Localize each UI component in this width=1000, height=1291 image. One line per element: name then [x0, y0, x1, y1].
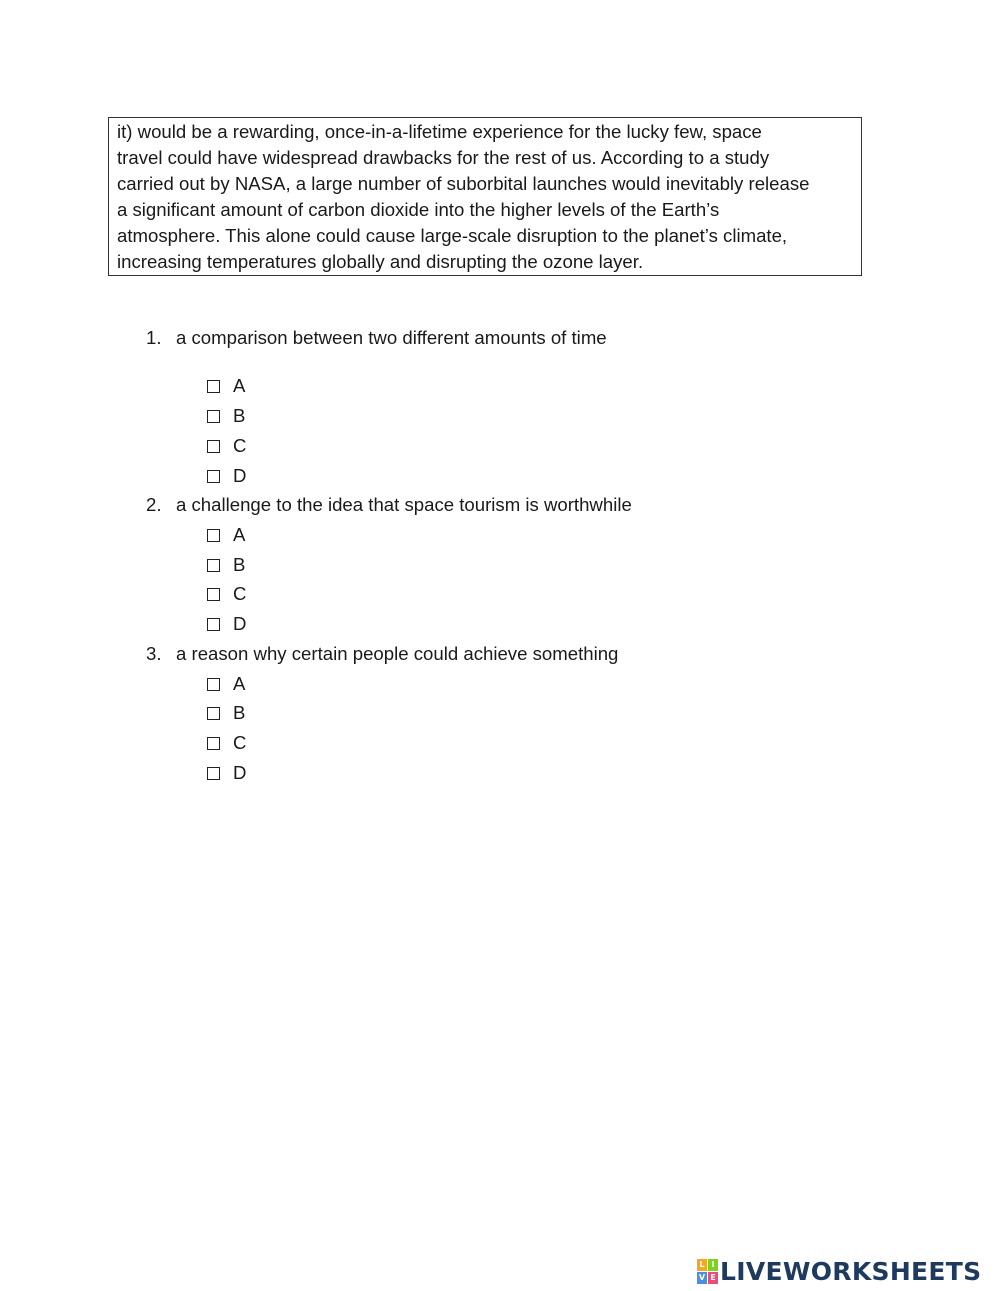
liveworksheets-logo: [697, 1257, 981, 1285]
logo-text: LIVEWORKSHEETS: [720, 1256, 982, 1286]
checkbox[interactable]: [207, 737, 220, 750]
checkbox[interactable]: [207, 588, 220, 601]
question-3: [146, 642, 618, 666]
option-label: C: [233, 583, 247, 604]
passage-line: increasing temperatures globally and disrupting the ozone layer.: [117, 250, 644, 272]
checkbox[interactable]: [207, 559, 220, 572]
q2-option-c[interactable]: [207, 582, 246, 606]
option-label: D: [233, 465, 247, 486]
option-label: A: [233, 673, 246, 694]
option-label: A: [233, 524, 246, 545]
checkbox[interactable]: [207, 767, 220, 780]
q2-option-b[interactable]: [207, 553, 245, 577]
option-label: C: [233, 435, 247, 456]
question-text: a comparison between two different amounts of time: [176, 327, 607, 348]
question-2: [146, 493, 632, 517]
checkbox[interactable]: [207, 440, 220, 453]
checkbox[interactable]: [207, 529, 220, 542]
question-text: a reason why certain people could achieve something: [176, 643, 619, 664]
checkbox[interactable]: [207, 707, 220, 720]
checkbox[interactable]: [207, 470, 220, 483]
q3-option-c[interactable]: [207, 731, 246, 755]
passage-line: atmosphere. This alone could cause large-scale disruption to the planet’s climate,: [117, 224, 788, 246]
checkbox[interactable]: [207, 410, 220, 423]
logo-mark-icon: [697, 1259, 718, 1284]
logo-tile: L: [697, 1259, 707, 1271]
q3-option-a[interactable]: [207, 672, 245, 696]
passage-line: a significant amount of carbon dioxide into the higher levels of the Earth’s: [117, 198, 720, 220]
checkbox[interactable]: [207, 678, 220, 691]
passage-line: carried out by NASA, a large number of suborbital launches would inevitably release: [117, 172, 810, 194]
q2-option-a[interactable]: [207, 523, 245, 547]
q1-option-d[interactable]: [207, 464, 246, 488]
passage-line: travel could have widespread drawbacks for the rest of us. According to a study: [117, 146, 770, 168]
checkbox[interactable]: [207, 618, 220, 631]
reading-passage: [108, 117, 862, 276]
question-number: 1.: [146, 327, 162, 348]
logo-tile: I: [708, 1259, 718, 1271]
q3-option-b[interactable]: [207, 701, 245, 725]
option-label: B: [233, 702, 246, 723]
passage-line: it) would be a rewarding, once-in-a-lifetime experience for the lucky few, space: [117, 121, 762, 142]
checkbox[interactable]: [207, 380, 220, 393]
option-label: D: [233, 613, 247, 634]
q1-option-b[interactable]: [207, 404, 245, 428]
q2-option-d[interactable]: [207, 612, 246, 636]
logo-tile: E: [708, 1272, 718, 1284]
option-label: A: [233, 375, 246, 396]
option-label: B: [233, 405, 246, 426]
q1-option-c[interactable]: [207, 434, 246, 458]
option-label: B: [233, 554, 246, 575]
question-1: [146, 326, 607, 350]
question-number: 3.: [146, 643, 162, 664]
q3-option-d[interactable]: [207, 761, 246, 785]
option-label: C: [233, 732, 247, 753]
option-label: D: [233, 762, 247, 783]
logo-tile: V: [698, 1272, 706, 1282]
q1-option-a[interactable]: [207, 374, 245, 398]
question-text: a challenge to the idea that space tourism is worthwhile: [176, 494, 632, 515]
question-number: 2.: [146, 494, 162, 515]
